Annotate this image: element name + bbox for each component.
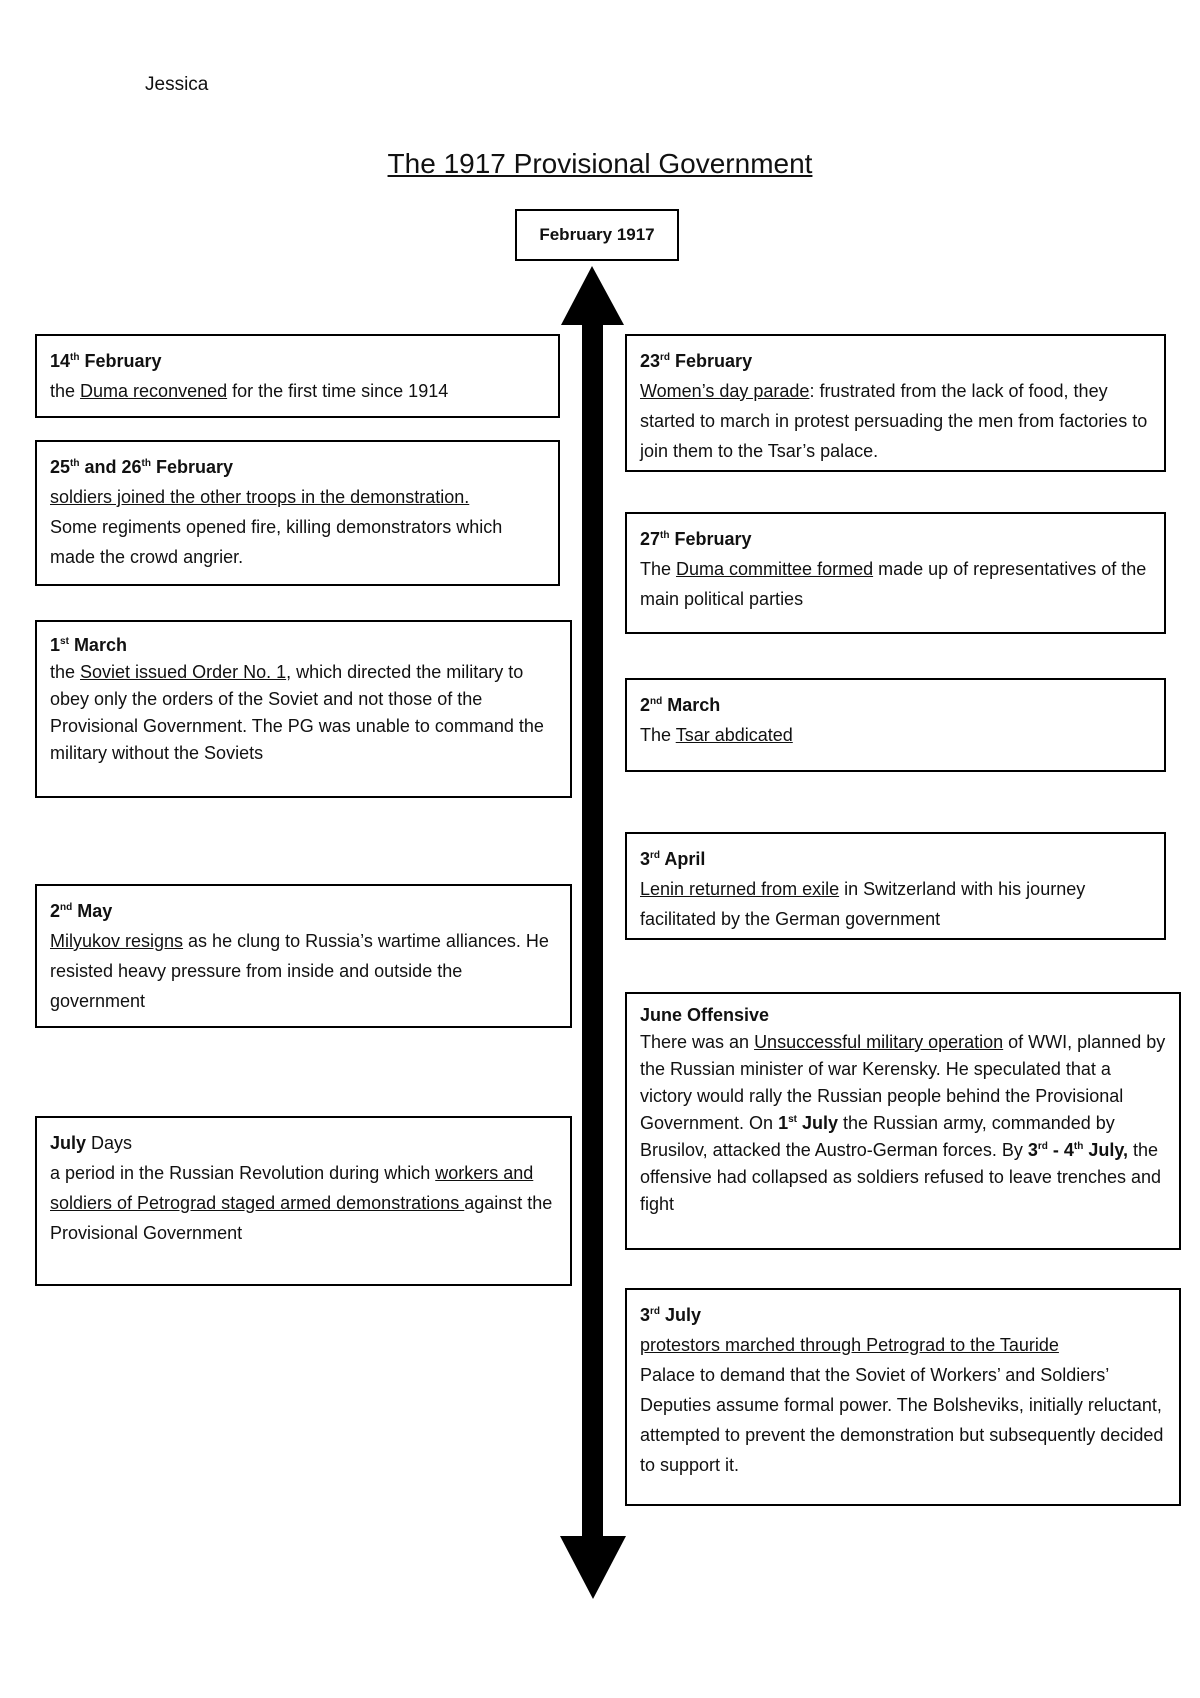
event-text: Women’s day parade: frustrated from the lack of food, they started to march in protest persuading the men from factories to join them to the Tsar’s palace. — [640, 381, 1148, 461]
event-box-july-days — [35, 1116, 572, 1286]
event-box-mar2 — [625, 678, 1166, 772]
timeline-shaft — [582, 322, 603, 1540]
event-box-june-offensive — [625, 992, 1181, 1250]
event-date: 3rd July — [640, 1305, 702, 1325]
event-box-feb23 — [625, 334, 1166, 472]
event-box-feb27 — [625, 512, 1166, 634]
event-box-feb14 — [35, 334, 560, 418]
event-text: protestors marched through Petrograd to the Tauride Palace to demand that the Soviet of Workers’ and Soldiers’ Deputies assume formal power. The Bolsheviks, initially reluctant, attempted to prevent the demonstration but subsequently decided to support it. — [640, 1335, 1164, 1475]
page-title: The 1917 Provisional Government — [387, 148, 813, 179]
event-text: the Duma reconvened for the first time since 1914 — [50, 381, 449, 401]
event-date: 3rd April — [640, 849, 706, 869]
event-text: the Soviet issued Order No. 1, which directed the military to obey only the orders of the Soviet and not those of the Provisional Government. The PG was unable to command the military without the Soviets — [50, 662, 544, 763]
event-box-feb25 — [35, 440, 560, 586]
timeline-start-box: February 1917 — [515, 209, 679, 261]
event-text: a period in the Russian Revolution during which workers and soldiers of Petrograd staged armed demonstrations against the Provisional Government — [50, 1163, 553, 1243]
event-date: 2nd May — [50, 901, 113, 921]
event-box-jul3 — [625, 1288, 1181, 1506]
event-box-may2 — [35, 884, 572, 1028]
arrow-head-down — [560, 1536, 626, 1599]
event-text: Milyukov resigns as he clung to Russia’s wartime alliances. He resisted heavy pressure from inside and outside the government — [50, 931, 549, 1011]
event-box-mar1 — [35, 620, 572, 798]
author-name: Jessica — [145, 74, 209, 95]
event-text: The Duma committee formed made up of representatives of the main political parties — [640, 559, 1147, 609]
event-date: 1st March — [50, 635, 127, 655]
arrow-head-up — [561, 266, 624, 325]
event-date: 27th February — [640, 529, 752, 549]
event-date: 14th February — [50, 351, 162, 371]
event-text: Lenin returned from exile in Switzerland with his journey facilitated by the German government — [640, 879, 1086, 929]
event-text: There was an Unsuccessful military operation of WWI, planned by the Russian minister of war Kerensky. He speculated that a victory would rally the Russian people behind the Provisional Government. On 1st July the Russian army, commanded by Brusilov, attacked the Austro-German forces. By 3rd - 4th July, the offensive had collapsed as soldiers refused to leave trenches and fight — [640, 1032, 1166, 1214]
event-date: 23rd February — [640, 351, 753, 371]
event-date: July Days — [50, 1133, 133, 1153]
event-date: 2nd March — [640, 695, 721, 715]
event-date: 25th and 26th February — [50, 457, 234, 477]
event-date: June Offensive — [640, 1005, 770, 1025]
event-box-apr3 — [625, 832, 1166, 940]
event-text: The Tsar abdicated — [640, 725, 793, 745]
event-text: soldiers joined the other troops in the demonstration. Some regiments opened fire, killing demonstrators which made the crowd angrier. — [50, 487, 503, 567]
